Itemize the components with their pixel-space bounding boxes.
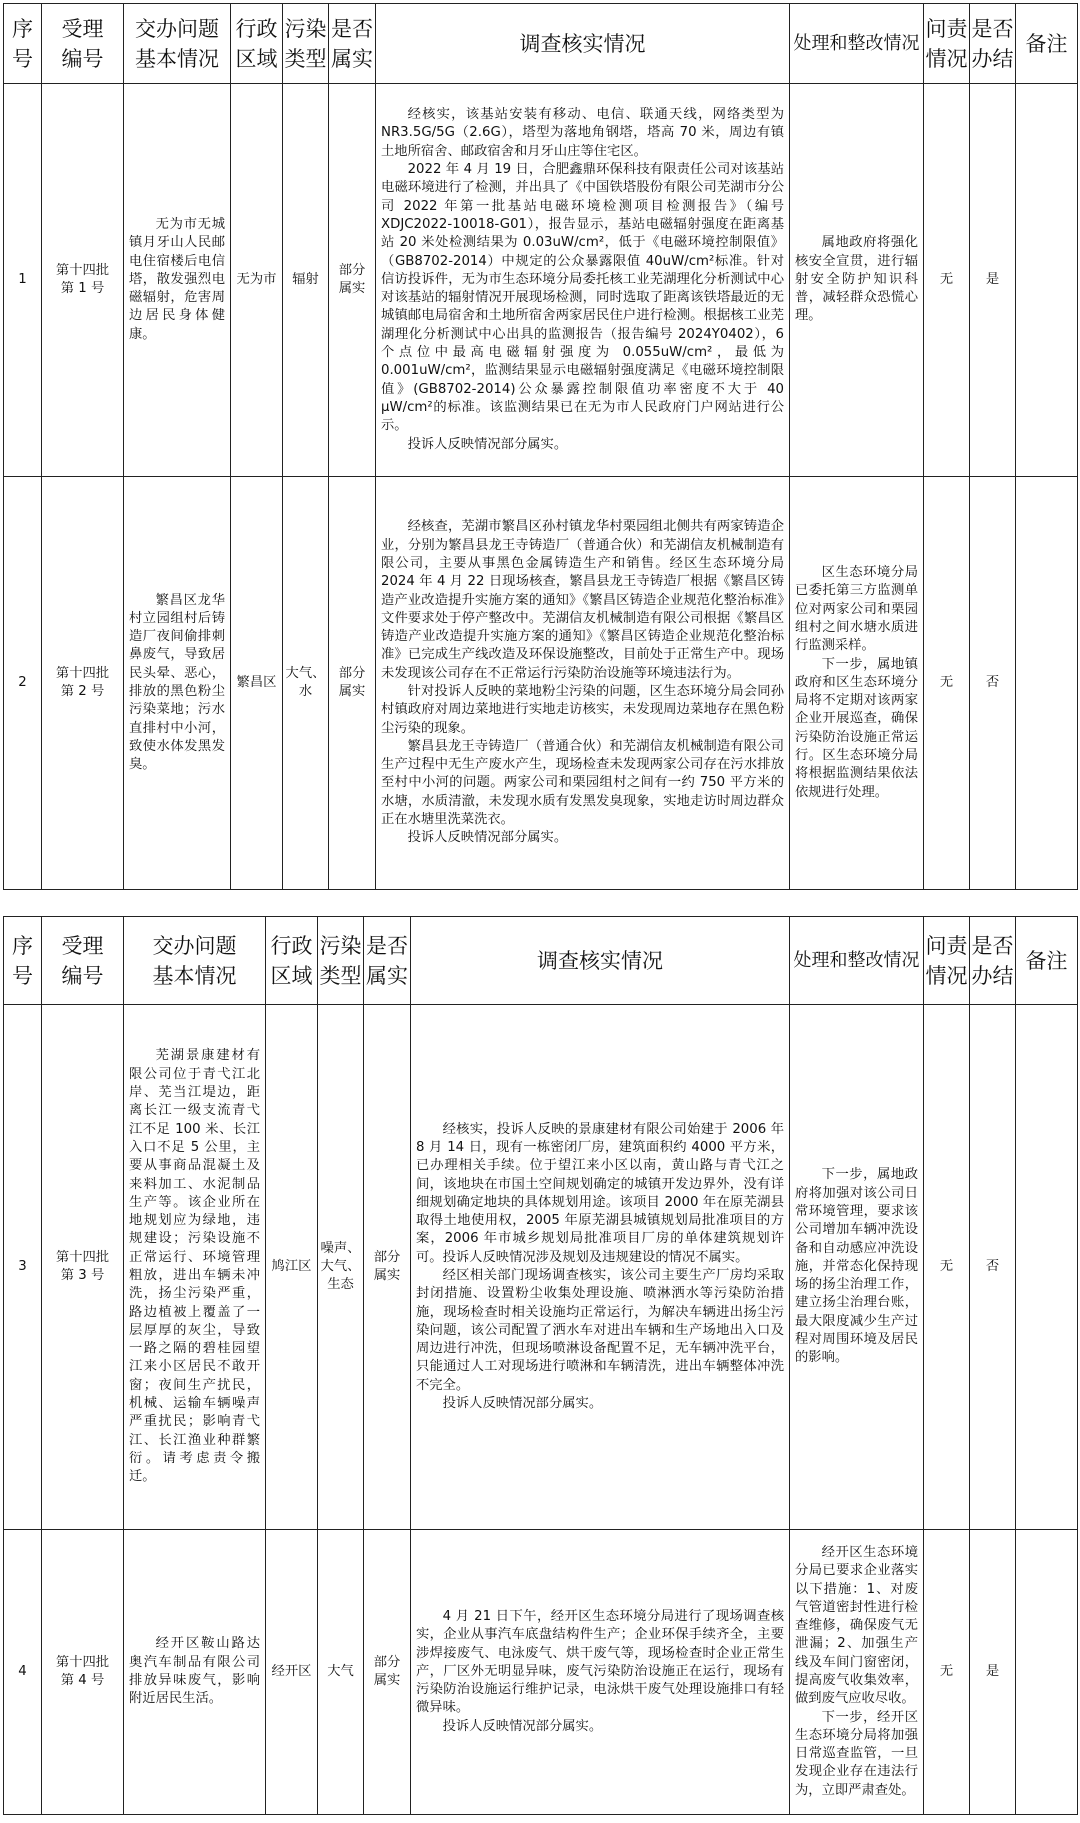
- header-row: [4, 917, 1078, 1005]
- header-region: 行政 区域: [266, 917, 318, 1005]
- header-region: 行政 区域: [231, 4, 283, 84]
- cell-issue: 芜湖景康建材有限公司位于青弋江北岸、芜当江堤边，距离长江一级支流青弋江不足 100 米、长江入口不足 5 公里，主要从事商品混凝土及来料加工、水泥制品生产等。该企业所在地规划应为绿地，违规建设；污染设施不正常运行、环境管理粗放，进出车辆未冲洗，扬尘污染严重，路边植被上覆盖了一层厚厚的灰尘，导致一路之隔的碧桂园望江来小区居民不敢开窗；夜间生产扰民，机械、运输车辆噪声严重扰民；影响青弋江、长江渔业种群繁衍。请考虑责令搬迁。: [124, 1005, 266, 1530]
- header-accountability: 问责 情况: [924, 917, 970, 1005]
- cell-issue: 经开区鞍山路达奥汽车制品有限公司排放异味废气，影响附近居民生活。: [124, 1530, 266, 1815]
- header-closed: 是否 办结: [970, 4, 1016, 84]
- header-closed: 是否 办结: [970, 917, 1016, 1005]
- cell-id: 第十四批 第 2 号: [42, 477, 124, 890]
- cell-valid: 部分 属实: [364, 1005, 411, 1530]
- header-type: 污染 类型: [318, 917, 364, 1005]
- header-id: 受理 编号: [42, 4, 124, 84]
- table-row: [4, 1530, 1078, 1815]
- cell-accountability: 无: [924, 1005, 970, 1530]
- cell-remark: [1016, 1530, 1078, 1815]
- cell-type: 大气、 水: [283, 477, 329, 890]
- cell-closed: 是: [970, 84, 1016, 477]
- cell-valid: 部分 属实: [364, 1530, 411, 1815]
- cell-valid: 部分 属实: [329, 84, 376, 477]
- table-row: [4, 1005, 1078, 1530]
- header-handling: 处理和整改情况: [790, 4, 924, 84]
- header-issue: 交办问题 基本情况: [124, 917, 266, 1005]
- complaint-table-page-2: [3, 916, 1078, 1815]
- cell-region: 繁昌区: [231, 477, 283, 890]
- header-id: 受理 编号: [42, 917, 124, 1005]
- cell-region: 鸠江区: [266, 1005, 318, 1530]
- cell-valid: 部分 属实: [329, 477, 376, 890]
- cell-seq: 4: [4, 1530, 42, 1815]
- cell-accountability: 无: [924, 1530, 970, 1815]
- header-valid: 是否 属实: [364, 917, 411, 1005]
- cell-id: 第十四批 第 4 号: [42, 1530, 124, 1815]
- table-row: [4, 84, 1078, 477]
- header-seq: 序号: [4, 917, 42, 1005]
- cell-seq: 1: [4, 84, 42, 477]
- cell-handling: 区生态环境分局已委托第三方监测单位对两家公司和栗园组村之间水塘水质进行监测采样。 下一步，属地镇政府和区生态环境分局将不定期对该两家企业开展巡查，确保污染防治设施正常运行。区生态环境分局将根据监测结果依法依规进行处理。: [790, 477, 924, 890]
- cell-type: 大气: [318, 1530, 364, 1815]
- header-handling: 处理和整改情况: [790, 917, 924, 1005]
- header-type: 污染 类型: [283, 4, 329, 84]
- cell-investigation: 经核实，该基站安装有移动、电信、联通天线，网络类型为 NR3.5G/5G（2.6G），塔型为落地角钢塔，塔高 70 米，周边有镇土地所宿舍、邮政宿舍和月牙山庄等住宅区。 2022 年 4 月 19 日，合肥鑫鼎环保科技有限责任公司对该基站电磁环境进行了检测，并出具了《中国铁塔股份有限公司芜湖市分公司 2022 年第一批基站电磁环境检测项目检测报告》（编号 XDJC2022-10018-G01），报告显示，基站电磁辐射强度在距离基站 20 米处检测结果为 0.03uW/cm²，低于《电磁环境控制限值》（GB8702-2014）中规定的公众暴露限值 40uW/cm²标准。针对信访投诉件，无为市生态环境分局委托核工业芜湖理化分析测试中心对该基站的辐射情况开展现场检测，同时选取了距离该铁塔最近的无城镇邮电局宿舍和土地所宿舍两家居民住户进行检测。根据核工业芜湖理化分析测试中心出具的监测报告（报告编号 2024Y0402），6 个点位中最高电磁辐射强度为 0.055uW/cm²，最低为 0.001uW/cm²，监测结果显示电磁辐射强度满足《电磁环境控制限值》(GB8702-2014)公众暴露控制限值功率密度不大于 40 μW/cm²的标准。该监测结果已在无为市人民政府门户网站进行公示。 投诉人反映情况部分属实。: [376, 84, 790, 477]
- cell-accountability: 无: [924, 477, 970, 890]
- header-seq: 序号: [4, 4, 42, 84]
- table-row: [4, 477, 1078, 890]
- header-accountability: 问责 情况: [924, 4, 970, 84]
- cell-seq: 3: [4, 1005, 42, 1530]
- header-investigation: 调查核实情况: [411, 917, 790, 1005]
- header-row: [4, 4, 1078, 84]
- cell-id: 第十四批 第 1 号: [42, 84, 124, 477]
- cell-handling: 属地政府将强化核安全宣贯，进行辐射安全防护知识科普，减轻群众恐慌心理。: [790, 84, 924, 477]
- cell-investigation: 经核实，投诉人反映的景康建材有限公司始建于 2006 年 8 月 14 日，现有一栋密闭厂房，建筑面积约 4000 平方米，已办理相关手续。位于望江来小区以南，黄山路与青弋江之间，该地块在市国土空间规划确定的城镇开发边界外，没有详细规划确定地块的具体规划用途。该项目 2000 年在原芜湖县取得土地使用权，2005 年原芜湖县城镇规划局批准项目的方案，2006 年市城乡规划局批准项目厂房的单体建筑规划许可。投诉人反映情况涉及规划及违规建设的情况不属实。 经区相关部门现场调查核实，该公司主要生产厂房均采取封闭措施、设置粉尘收集处理设施、喷淋洒水等污染防治措施，现场检查时相关设施均正常运行，为解决车辆进出扬尘污染问题，该公司配置了洒水车对进出车辆和生产场地出入口及周边进行冲洗，但现场喷淋设备配置不足，无车辆冲洗平台，只能通过人工对现场进行喷淋和车辆清洗，进出车辆整体冲洗不完全。 投诉人反映情况部分属实。: [411, 1005, 790, 1530]
- header-investigation: 调查核实情况: [376, 4, 790, 84]
- header-remark: 备注: [1016, 4, 1078, 84]
- cell-issue: 繁昌区龙华村立园组村后铸造厂夜间偷排刺鼻废气，导致居民头晕、恶心，排放的黑色粉尘污染菜地；污水直排村中小河，致使水体发黑发臭。: [124, 477, 231, 890]
- cell-seq: 2: [4, 477, 42, 890]
- cell-accountability: 无: [924, 84, 970, 477]
- cell-id: 第十四批 第 3 号: [42, 1005, 124, 1530]
- cell-remark: [1016, 84, 1078, 477]
- cell-type: 辐射: [283, 84, 329, 477]
- complaint-table-page-1: [3, 3, 1078, 890]
- header-issue: 交办问题 基本情况: [124, 4, 231, 84]
- cell-closed: 否: [970, 477, 1016, 890]
- cell-region: 无为市: [231, 84, 283, 477]
- cell-investigation: 经核查，芜湖市繁昌区孙村镇龙华村栗园组北侧共有两家铸造企业，分别为繁昌县龙王寺铸造厂（普通合伙）和芜湖信友机械制造有限公司，主要从事黑色金属铸造生产和销售。经区生态环境分局 2024 年 4 月 22 日现场核查，繁昌县龙王寺铸造厂根据《繁昌区铸造产业改造提升实施方案的通知》《繁昌区铸造企业规范化整治标准》文件要求处于停产整改中。芜湖信友机械制造有限公司根据《繁昌区铸造产业改造提升实施方案的通知》《繁昌区铸造企业规范化整治标准》已完成生产线改造及环保设施整改，目前处于正常生产中。现场未发现该公司存在不正常运行污染防治设施等环境违法行为。 针对投诉人反映的菜地粉尘污染的问题，区生态环境分局会同孙村镇政府对周边菜地进行实地走访核实，未发现周边菜地存在黑色粉尘污染的现象。 繁昌县龙王寺铸造厂（普通合伙）和芜湖信友机械制造有限公司生产过程中无生产废水产生，现场检查未发现两家公司存在污水排放至村中小河的问题。两家公司和栗园组村之间有一约 750 平方米的水塘，水质清澈，未发现水质有发黑发臭现象，实地走访时周边群众正在水塘里洗菜洗衣。 投诉人反映情况部分属实。: [376, 477, 790, 890]
- cell-handling: 下一步，属地政府将加强对该公司日常环境管理，要求该公司增加车辆冲洗设备和自动感应冲洗设施，并常态化保持现场的扬尘治理工作，建立扬尘治理台账，最大限度减少生产过程对周围环境及居民的影响。: [790, 1005, 924, 1530]
- cell-remark: [1016, 477, 1078, 890]
- cell-region: 经开区: [266, 1530, 318, 1815]
- cell-investigation: 4 月 21 日下午，经开区生态环境分局进行了现场调查核实，企业从事汽车底盘结构件生产；企业环保手续齐全，主要涉焊接废气、电泳废气、烘干废气等，现场检查时企业正常生产，厂区外无明显异味，废气污染防治设施正在运行，现场有污染防治设施运行维护记录，电泳烘干废气处理设施排口有轻微异味。 投诉人反映情况部分属实。: [411, 1530, 790, 1815]
- header-valid: 是否 属实: [329, 4, 376, 84]
- header-remark: 备注: [1016, 917, 1078, 1005]
- cell-handling: 经开区生态环境分局已要求企业落实以下措施：1、对废气管道密封性进行检查维修，确保废气无泄漏；2、加强生产线及车间门窗密闭，提高废气收集效率，做到废气应收尽收。 下一步，经开区生态环境分局将加强日常巡查监管，一旦发现企业存在违法行为，立即严肃查处。: [790, 1530, 924, 1815]
- cell-type: 噪声、 大气、 生态: [318, 1005, 364, 1530]
- cell-remark: [1016, 1005, 1078, 1530]
- cell-issue: 无为市无城镇月牙山人民邮电住宿楼后电信塔，散发强烈电磁辐射，危害周边居民身体健康。: [124, 84, 231, 477]
- cell-closed: 否: [970, 1005, 1016, 1530]
- cell-closed: 是: [970, 1530, 1016, 1815]
